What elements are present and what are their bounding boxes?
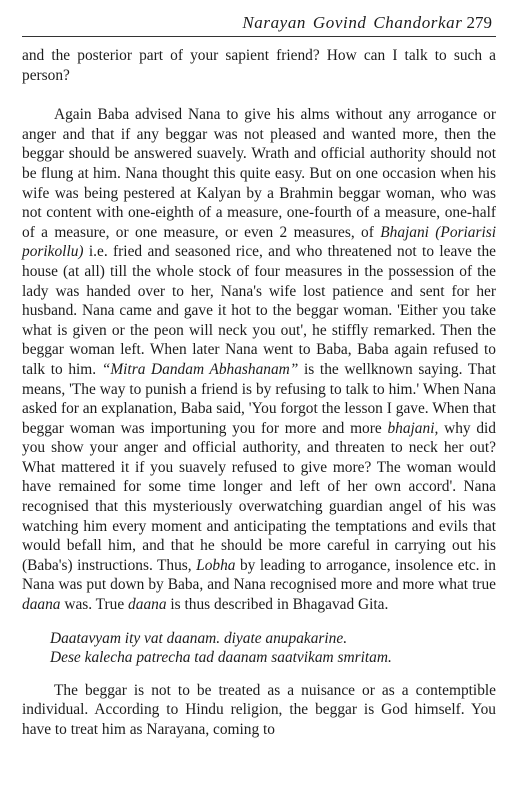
italic-term: “Mitra Dandam Abhashanam” — [101, 360, 299, 378]
body-text — [22, 46, 496, 740]
verse-line-1: Daatavyam ity vat daanam. diyate anupakarine. — [50, 629, 348, 647]
paragraph-continued: and the posterior part of your sapient friend? How can I talk to such a person? — [22, 47, 496, 84]
italic-term: daana — [128, 596, 167, 614]
sanskrit-verse — [50, 629, 496, 668]
italic-term: Bhajani (Poriarisi porikollu) — [22, 223, 497, 261]
verse-line-2: Dese kalecha patrecha tad daanam saatvikam smritam. — [50, 649, 392, 667]
text-run: is the wellknown saying. That means, 'The way to punish a friend is by refusing to talk to him.' When Nana asked for an explanation, Baba said, 'You forgot the lesson I gave. When that beggar woman was importuning you for more and more — [22, 360, 496, 437]
paragraph-beggar: The beggar is not to be treated as a nuisance or as a contemptible individual. According to Hindu religion, the beggar is God himself. You have to treat him as Narayana, coming to — [22, 681, 496, 738]
text-run: Again Baba advised Nana to give his alms without any arrogance or anger and that if any beggar was not pleased and wanted more, then the beggar should be answered suavely. Wrath and official authority should not be flung at him. Nana thought this quite easy. But on one occasion when his wife was being pestered at Kalyan by a Brahmin beggar woman, who was not content with one-eighth of a measure, one-fourth of a measure, one-half of a measure, or one measure, or even 2 measures, of — [22, 106, 496, 241]
text-run: is thus described in Bhagavad Gita. — [166, 596, 389, 614]
paragraph-baba-advice — [22, 105, 496, 614]
page-header — [242, 13, 492, 33]
running-title: Narayan Govind Chandorkar — [242, 13, 463, 32]
text-run: was. True — [60, 596, 129, 614]
text-run: why did you show your anger and official authority, and threaten to neck her out? What mattered it if you suavely refused to give more? The woman would have remained for some time longer and left of her own accord'. Nana recognised that this mysteriously overwatching guardian angel of his was watching him every moment and anticipating the temptations and evils that would befall him, and that he should be more careful in carrying out his (Baba's) instructions. Thus, — [22, 419, 496, 574]
italic-term: daana — [22, 596, 61, 614]
page-number: 279 — [466, 13, 492, 32]
header-rule — [22, 36, 496, 37]
text-run: by leading to arrogance, insolence etc. in Nana was put down by Baba, and Nana recognised more and more what true — [22, 556, 496, 594]
italic-term: Lobha — [196, 556, 236, 574]
italic-term: bhajani, — [387, 419, 439, 437]
text-run: i.e. fried and seasoned rice, and who threatened not to leave the house (at all) till the whole stock of four measures in the possession of the lady was handed over to her, Nana's wife lost patience and sent for her husband. Nana came and gave it hot to the beggar woman. 'Either you take what is given or the peon will neck you out', he stiffly remarked. Then the beggar woman left. When later Nana went to Baba, Baba again refused to talk to him. — [22, 243, 496, 378]
